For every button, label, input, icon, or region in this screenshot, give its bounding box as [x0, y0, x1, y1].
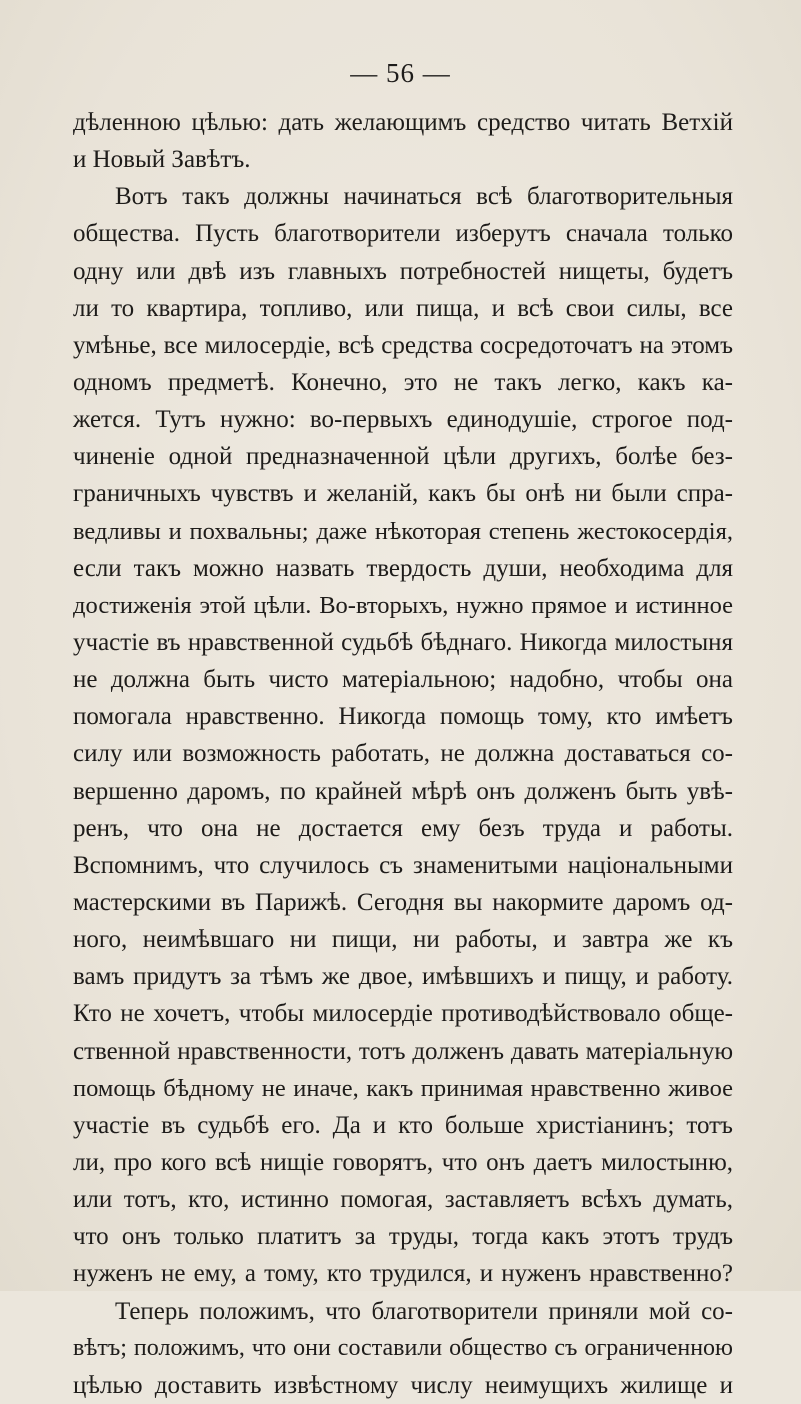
text-line: умѣнье, все милосердіе, всѣ средства сосредоточатъ на этомъ	[73, 331, 733, 359]
text-line: и Новый Завѣтъ.	[73, 146, 251, 174]
body-text	[73, 104, 733, 1404]
text-line: ного, неимѣвшаго ни пищи, ни работы, и завтра же къ	[73, 926, 733, 954]
text-line: участіе въ нравственной судьбѣ бѣднаго. Никогда милостыня	[73, 628, 733, 656]
text-line: вершенно даромъ, по крайней мѣрѣ онъ долженъ быть увѣ-	[73, 777, 733, 805]
text-line: что онъ только платитъ за труды, тогда какъ этотъ трудъ	[73, 1223, 733, 1251]
text-line: если такъ можно назвать твердость души, необходима для	[73, 554, 733, 582]
text-line: жется. Тутъ нужно: во-первыхъ единодушіе, строгое под-	[73, 406, 733, 434]
text-line: Вспомнимъ, что случилось съ знаменитыми національными	[73, 851, 733, 879]
text-line: чиненіе одной предназначенной цѣли другихъ, болѣе без-	[73, 443, 733, 471]
text-line: или тотъ, кто, истинно помогая, заставляетъ всѣхъ думать,	[73, 1186, 733, 1214]
text-line: одну или двѣ изъ главныхъ потребностей нищеты, будетъ	[73, 257, 733, 285]
text-line: достиженія этой цѣли. Во-вторыхъ, нужно прямое и истинное	[73, 591, 733, 619]
text-line: не должна быть чисто матеріальною; надобно, чтобы она	[73, 666, 733, 694]
text-line: дѣленною цѣлью: дать желающимъ средство читать Ветхій	[73, 109, 733, 136]
text-line: нуженъ не ему, а тому, кто трудился, и нуженъ нравственно?	[73, 1260, 733, 1288]
text-line: граничныхъ чувствъ и желаній, какъ бы онѣ ни были спра-	[73, 480, 733, 508]
text-line: Кто не хочетъ, чтобы милосердіе противодѣйствовало обще-	[73, 1000, 733, 1028]
text-line: ренъ, что она не достается ему безъ труда и работы.	[73, 814, 733, 842]
text-line: Вотъ такъ должны начинаться всѣ благотворительныя	[115, 183, 733, 211]
text-line: Теперь положимъ, что благотворители приняли мой со-	[115, 1297, 733, 1325]
text-line: ведливы и похвальны; даже нѣкоторая степень жестокосердія,	[73, 517, 733, 545]
text-line: ственной нравственности, тотъ долженъ давать матеріальную	[73, 1037, 733, 1065]
text-line: ли то квартира, топливо, или пища, и всѣ свои силы, все	[73, 294, 733, 322]
text-line: силу или возможность работать, не должна доставаться со-	[73, 740, 733, 768]
text-line: общества. Пусть благотворители изберутъ сначала только	[73, 220, 733, 248]
text-line: цѣлью доставить извѣстному числу неимущихъ жилище и	[73, 1371, 733, 1399]
text-line: вамъ придутъ за тѣмъ же двое, имѣвшихъ и пищу, и работу.	[73, 963, 733, 991]
page-number-header: — 56 —	[350, 58, 451, 88]
text-line: вѣтъ; положимъ, что они составили общество съ ограниченною	[73, 1334, 733, 1361]
text-line: участіе въ судьбѣ его. Да и кто больше христіанинъ; тотъ	[73, 1111, 733, 1139]
text-line: помощь бѣдному не иначе, какъ принимая нравственно живое	[73, 1074, 733, 1102]
text-line: одномъ предметѣ. Конечно, это не такъ легко, какъ ка-	[73, 368, 733, 396]
text-line: ли, про кого всѣ нищіе говорятъ, что онъ даетъ милостыню,	[73, 1148, 733, 1176]
text-line: мастерскими въ Парижѣ. Сегодня вы накормите даромъ од-	[73, 888, 733, 916]
text-line: помогала нравственно. Никогда помощь тому, кто имѣетъ	[73, 703, 733, 731]
